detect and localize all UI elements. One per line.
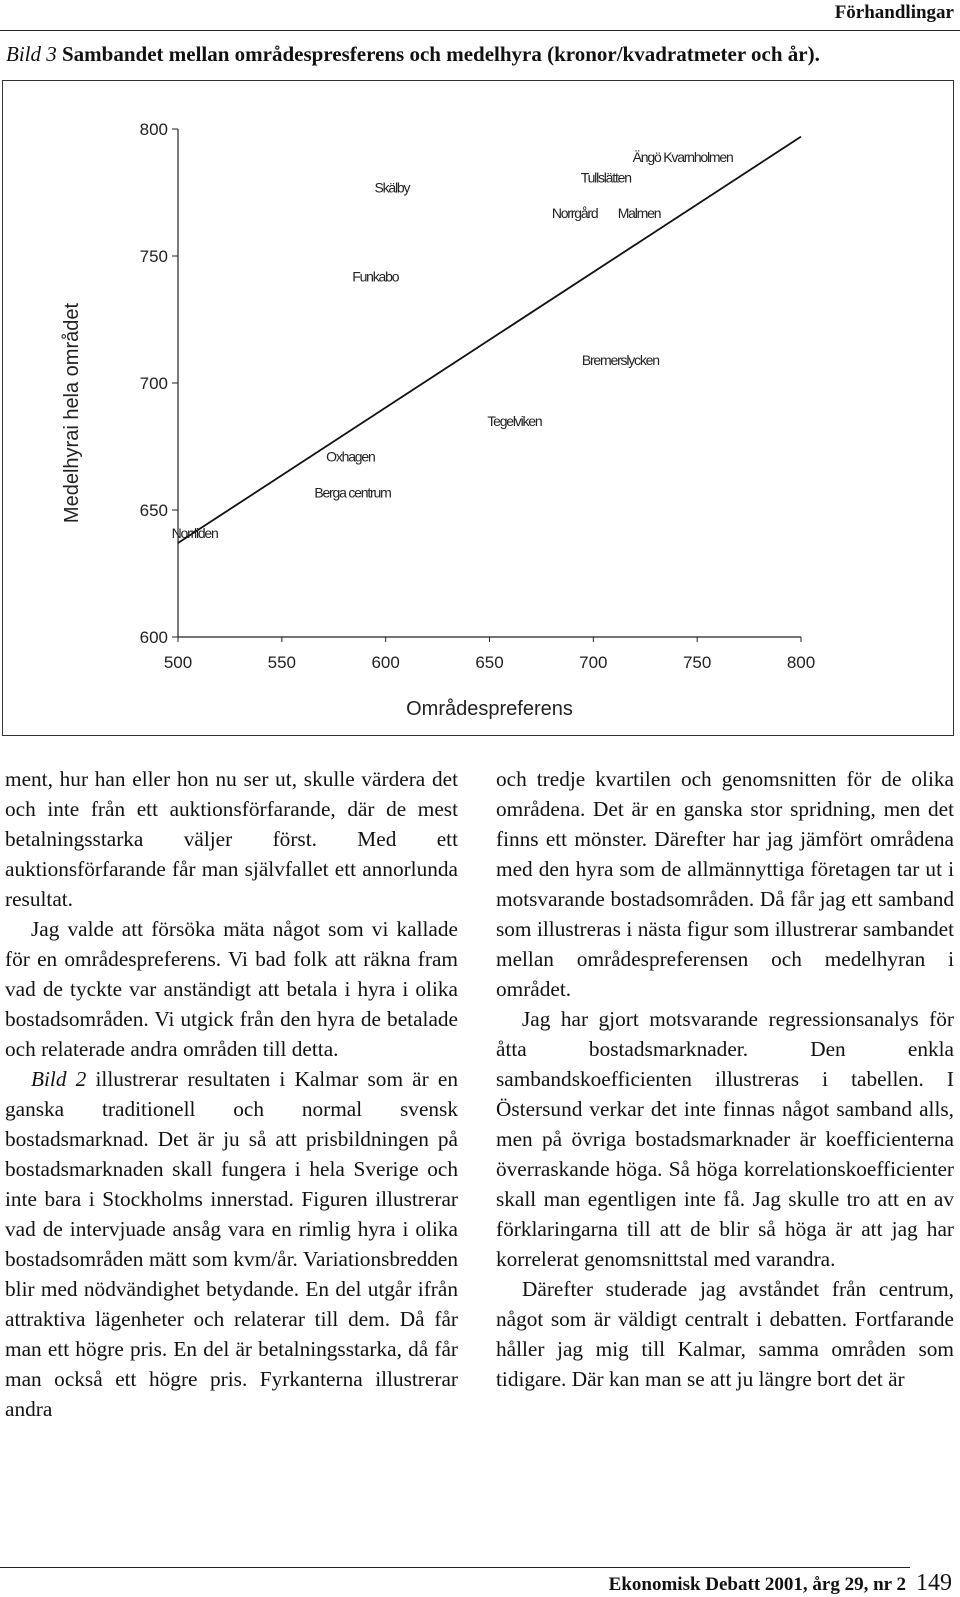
- scatter-chart: [3, 81, 953, 735]
- data-point-label: Berga centrum: [314, 484, 391, 501]
- running-header: Förhandlingar: [834, 2, 954, 23]
- paragraph: Därefter studerade jag avståndet från centrum, något som är väldigt centralt i debatten. Fortfarande håller jag mig till Kalmar, samma områden som tidigare. Där kan man se att ju längre bort det är: [496, 1277, 954, 1391]
- y-tick-label: 700: [139, 374, 168, 393]
- journal-citation: Ekonomisk Debatt 2001, årg 29, nr 2: [608, 1574, 906, 1595]
- paragraph: och tredje kvartilen och genomsnitten för de olika områdena. Det är en ganska stor spridning, men det finns ett mönster. Därefter har jag jämfört områdena med den hyra som de allmännyttiga företagen tar ut i motsvarande bostadsområden. Då får jag ett samband som illustreras i nästa figur som illustrerar sambandet mellan områdespreferensen och medelhyran i området.: [496, 767, 954, 1001]
- body-column-right: [496, 764, 954, 1394]
- y-tick-label: 650: [139, 501, 168, 520]
- figure-caption-text: Sambandet mellan områdespresferens och medelhyra (kronor/kvadratmeter och år).: [62, 42, 820, 66]
- x-tick-label: 600: [371, 653, 400, 672]
- figure-caption: [6, 42, 820, 67]
- x-tick-label: 750: [682, 653, 712, 672]
- data-point-label: Tegelviken: [487, 413, 542, 430]
- page-number: 149: [916, 1570, 952, 1596]
- paragraph: [5, 1064, 458, 1424]
- data-point-label: Norrliden: [171, 524, 218, 541]
- header-rule: [0, 30, 960, 31]
- data-point-label: Funkabo: [352, 268, 399, 285]
- data-point-label: Ängö Kvarnholmen: [632, 149, 733, 166]
- x-tick-label: 550: [267, 653, 297, 672]
- y-tick-label: 750: [139, 247, 168, 266]
- y-tick-label: 600: [139, 628, 168, 647]
- x-tick-label: 500: [163, 653, 193, 672]
- x-tick-label: 650: [475, 653, 504, 672]
- paragraph: ment, hur han eller hon nu ser ut, skulle värdera det och inte från ett auktionsförfarande, där de mest betalningsstarka väljer först. Med ett auktionsförfarande får man självfallet ett annorlunda resultat.: [5, 767, 458, 911]
- paragraph-text: illustrerar resultaten i Kalmar som är en ganska traditionell och normal svensk bostadsmarknad. Det är ju så att prisbildningen på bostadsmarknaden skall fungera i hela Sverige och inte bara i Stockholms innerstad. Figuren illustrerar vad de intervjuade ansåg vara en rimlig hyra i olika bostadsområden mätt som kvm/år. Variationsbredden blir med nödvändighet betydande. En del utgår ifrån attraktiva lägenheter och relaterar till dem. Då får man ett högre pris. En del är betalningsstarka, då får man också ett högre pris. Fyrkanterna illustrerar andra: [5, 1067, 458, 1421]
- y-axis-title: Medelhyrai hela området: [61, 302, 83, 524]
- x-axis-title: Områdespreferens: [406, 698, 573, 720]
- figure-number: Bild 3: [6, 42, 57, 66]
- data-point-label: Malmen: [617, 204, 661, 221]
- paragraph: Jag har gjort motsvarande regressionsanalys för åtta bostadsmarknader. Den enkla sambandskoefficienten illustreras i tabellen. I Östersund verkar det inte finnas något samband alls, men på övriga bostadsmarknader är koefficienterna överraskande höga. Så höga korrelationskoefficienter skall man egentligen inte få. Jag skulle tro att en av förklaringarna till att de blir så höga är att jag har korrelerat genomsnittstal med varandra.: [496, 1007, 954, 1271]
- figure-frame: [2, 80, 954, 736]
- body-column-left: [5, 764, 458, 1424]
- data-point-label: Skälby: [374, 179, 410, 196]
- data-point-label: Bremerslycken: [581, 352, 659, 369]
- y-tick-label: 800: [139, 120, 168, 139]
- data-point-label: Norrgård: [551, 204, 598, 221]
- data-point-label: Tullslätten: [580, 169, 631, 186]
- x-tick-label: 800: [786, 653, 816, 672]
- page-footer: [609, 1570, 952, 1597]
- footer-rule: [0, 1567, 910, 1568]
- data-point-label: Oxhagen: [326, 448, 375, 465]
- paragraph: Jag valde att försöka mäta något som vi kallade för en områdespreferens. Vi bad folk att räkna fram vad de tyckte var anständigt att betala i hyra i olika bostadsområden. Vi utgick från den hyra de betalade och relaterade andra områden till detta.: [5, 917, 458, 1061]
- figure-reference: Bild 2: [31, 1067, 87, 1091]
- x-tick-label: 700: [579, 653, 608, 672]
- regression-line: [178, 137, 801, 543]
